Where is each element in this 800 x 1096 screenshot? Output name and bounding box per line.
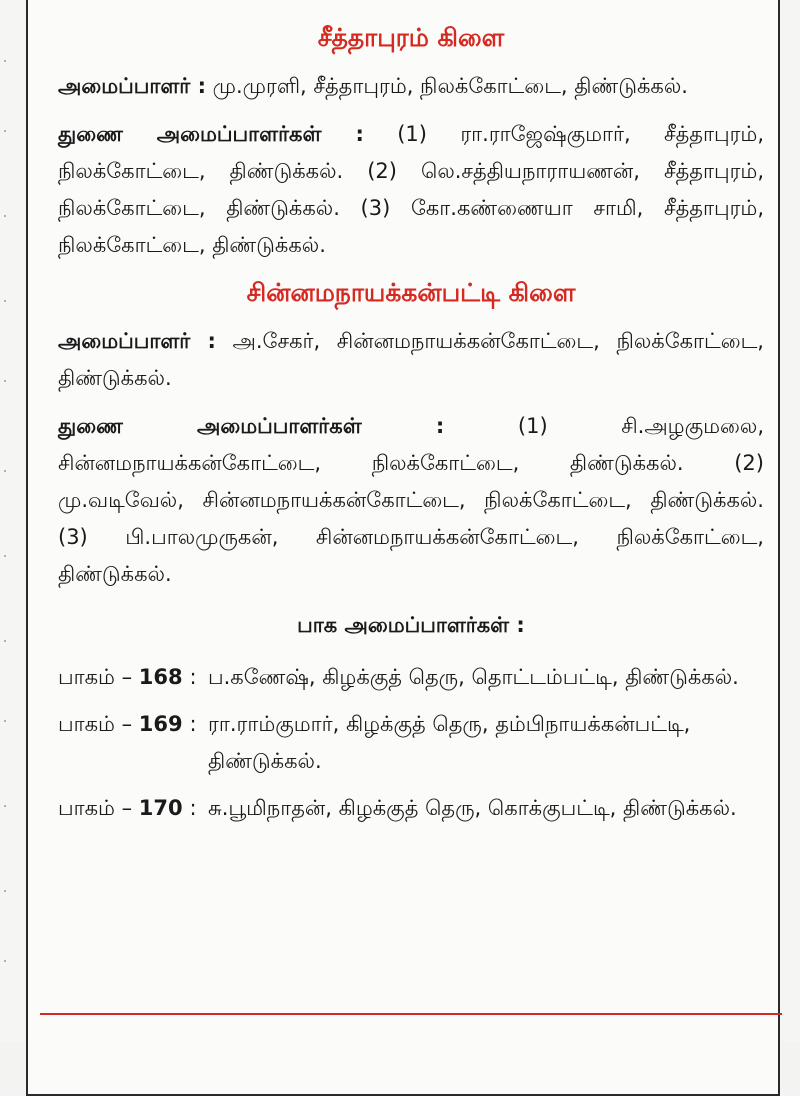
edge-speck <box>4 470 6 472</box>
assistant-organizers-paragraph <box>58 116 764 264</box>
assistant-organizers-label: துணை அமைப்பாளர்கள் : <box>58 122 364 146</box>
booth-number-label <box>58 706 183 780</box>
edge-speck <box>4 960 6 962</box>
booth-number: 168 <box>138 665 183 689</box>
edge-speck <box>4 215 6 217</box>
organizer-details: மு.முரளி, சீத்தாபுரம், நிலக்கோட்டை, திண்டுக்கல். <box>212 74 688 98</box>
booth-organizer-details: ரா.ராம்குமார், கிழக்குத் தெரு, தம்பிநாயக்கன்பட்டி, திண்டுக்கல். <box>208 712 691 773</box>
booth-organizer-details: சு.பூமிநாதன், கிழக்குத் தெரு, கொக்குபட்டி, திண்டுக்கல். <box>208 796 737 820</box>
branch-title-chinnamanayakkanpatti: சின்னமநாயக்கன்பட்டி கிளை <box>246 278 576 307</box>
organizer-paragraph <box>58 323 764 397</box>
edge-speck <box>4 130 6 132</box>
branch-title-seethapuram: சீத்தாபுரம் கிளை <box>317 23 505 52</box>
edge-speck <box>4 805 6 807</box>
edge-speck <box>4 300 6 302</box>
booth-organizer-details: ப.கணேஷ், கிழக்குத் தெரு, தொட்டம்பட்டி, திண்டுக்கல். <box>208 665 739 689</box>
booth-number-label <box>58 659 183 696</box>
adjacent-column-edge <box>4 0 14 1042</box>
booth-prefix: பாகம் – <box>58 712 133 736</box>
edge-speck <box>4 60 6 62</box>
booth-separator: : <box>189 796 197 820</box>
booth-separator: : <box>189 712 197 736</box>
organizer-details: அ.சேகர், சின்னமநாயக்கன்கோட்டை, நிலக்கோட்டை, திண்டுக்கல். <box>58 329 764 390</box>
organizer-label: அமைப்பாளர் : <box>58 74 206 98</box>
assistant-organizers-details: (1) ரா.ராஜேஷ்குமார், சீத்தாபுரம், நிலக்கோட்டை, திண்டுக்கல். (2) லெ.சத்தியநாராயணன், சீத்தாபுரம், நிலக்கோட்டை, திண்டுக்கல். (3) கோ.கண்ணையா சாமி, சீத்தாபுரம், நிலக்கோட்டை, திண்டுக்கல். <box>58 122 764 257</box>
assistant-organizers-label: துணை அமைப்பாளர்கள் : <box>58 414 445 438</box>
organizer-paragraph <box>58 68 764 105</box>
booth-number-label <box>58 790 183 827</box>
edge-speck <box>4 890 6 892</box>
bottom-divider <box>40 1013 782 1015</box>
assistant-organizers-details: (1) சி.அழகுமலை, சின்னமநாயக்கன்கோட்டை, நிலக்கோட்டை, திண்டுக்கல். (2) மு.வடிவேல், சின்னமநாயக்கன்கோட்டை, நிலக்கோட்டை, திண்டுக்கல். (3) பி.பாலமுருகன், சின்னமநாயக்கன்கோட்டை, நிலக்கோட்டை, திண்டுக்கல். <box>58 414 764 586</box>
booth-number: 169 <box>138 712 183 736</box>
booth-row <box>58 706 764 780</box>
edge-speck <box>4 555 6 557</box>
edge-speck <box>4 720 6 722</box>
edge-speck <box>4 640 6 642</box>
organizer-label: அமைப்பாளர் : <box>58 329 216 353</box>
edge-speck <box>4 380 6 382</box>
booth-separator: : <box>189 665 197 689</box>
booth-organizers-heading: பாக அமைப்பாளர்கள் : <box>297 613 525 637</box>
announcement-content <box>58 20 764 837</box>
booth-prefix: பாகம் – <box>58 796 133 820</box>
booth-row <box>58 659 764 696</box>
booth-row <box>58 790 764 827</box>
booth-prefix: பாகம் – <box>58 665 133 689</box>
booth-number: 170 <box>138 796 183 820</box>
assistant-organizers-paragraph <box>58 408 764 593</box>
